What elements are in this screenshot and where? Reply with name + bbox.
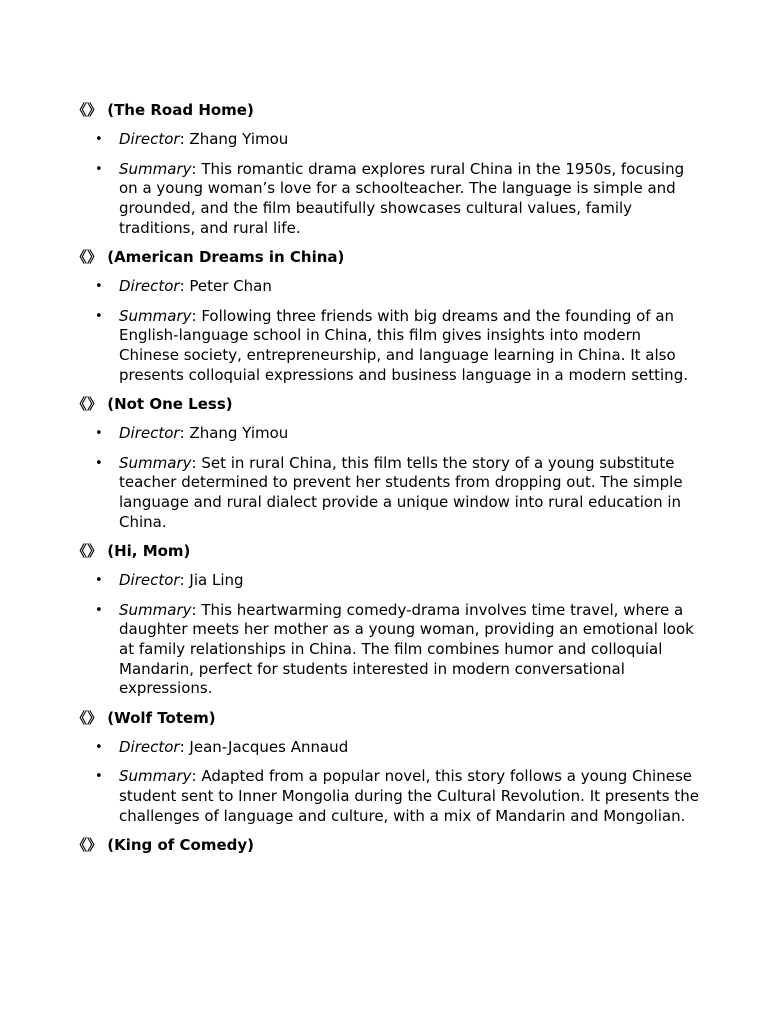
film-list: [72, 101, 702, 865]
director-value: : Jean-Jacques Annaud: [179, 738, 349, 756]
director-item: [72, 424, 702, 444]
film-details: [72, 130, 702, 238]
summary-label: Summary: [119, 306, 192, 325]
director-value: : Zhang Yimou: [179, 130, 289, 149]
summary-label: Summary: [119, 600, 192, 619]
film-entry: [72, 395, 702, 532]
summary-label: Summary: [119, 453, 192, 472]
director-value: : Jia Ling: [179, 571, 244, 590]
film-entry: [72, 836, 702, 856]
summary-item: [72, 767, 702, 826]
film-details: [72, 424, 702, 532]
director-value: : Peter Chan: [179, 277, 272, 296]
director-item: [72, 277, 702, 297]
summary-text: : This heartwarming comedy-drama involves time travel, where a daughter meets her mother as a young woman, providing an emotional look at family relationships in China. The film combines humor and colloquial Mandarin, perfect for students interested in modern conversational expressions.: [119, 600, 694, 698]
film-entry: [72, 248, 702, 385]
film-title: 《》 (Hi, Mom): [72, 542, 191, 560]
director-item: [72, 571, 702, 591]
film-title: 《》 (Not One Less): [72, 395, 233, 413]
film-details: [72, 571, 702, 699]
director-label: Director: [119, 738, 180, 756]
director-label: Director: [119, 571, 180, 590]
summary-text: : This romantic drama explores rural China in the 1950s, focusing on a young woman’s love for a schoolteacher. The language is simple and grounded, and the film beautifully showcases cultural values, family traditions, and rural life.: [119, 159, 685, 237]
film-title: 《》 (King of Comedy): [72, 836, 255, 854]
film-entry: [72, 542, 702, 699]
summary-item: [72, 601, 702, 700]
director-label: Director: [119, 130, 180, 149]
film-title: 《》 (The Road Home): [72, 101, 254, 119]
summary-item: [72, 307, 702, 386]
summary-item: [72, 454, 702, 533]
film-entry: [72, 709, 702, 827]
director-item: [72, 130, 702, 150]
film-title: 《》 (Wolf Totem): [72, 708, 216, 727]
director-label: Director: [119, 424, 180, 443]
summary-text: : Following three friends with big dreams and the founding of an English-language school in China, this film gives insights into modern Chinese society, entrepreneurship, and language learning in China. It also presents colloquial expressions and business language in a modern setting.: [119, 306, 688, 384]
film-details: [72, 277, 702, 385]
director-label: Director: [119, 277, 180, 296]
summary-item: [72, 160, 702, 239]
summary-text: : Set in rural China, this film tells the story of a young substitute teacher determined to prevent her students from dropping out. The simple language and rural dialect provide a unique window into rural education in China.: [119, 453, 683, 531]
film-details: [72, 738, 702, 826]
summary-label: Summary: [119, 767, 192, 786]
film-entry: [72, 101, 702, 238]
summary-label: Summary: [119, 159, 192, 178]
director-value: : Zhang Yimou: [179, 424, 289, 443]
director-item: [72, 738, 702, 758]
summary-text: : Adapted from a popular novel, this story follows a young Chinese student sent to Inner Mongolia during the Cultural Revolution. It presents the challenges of language and culture, with a mix of Mandarin and Mongolian.: [119, 767, 699, 825]
film-title: 《》 (American Dreams in China): [72, 248, 345, 266]
